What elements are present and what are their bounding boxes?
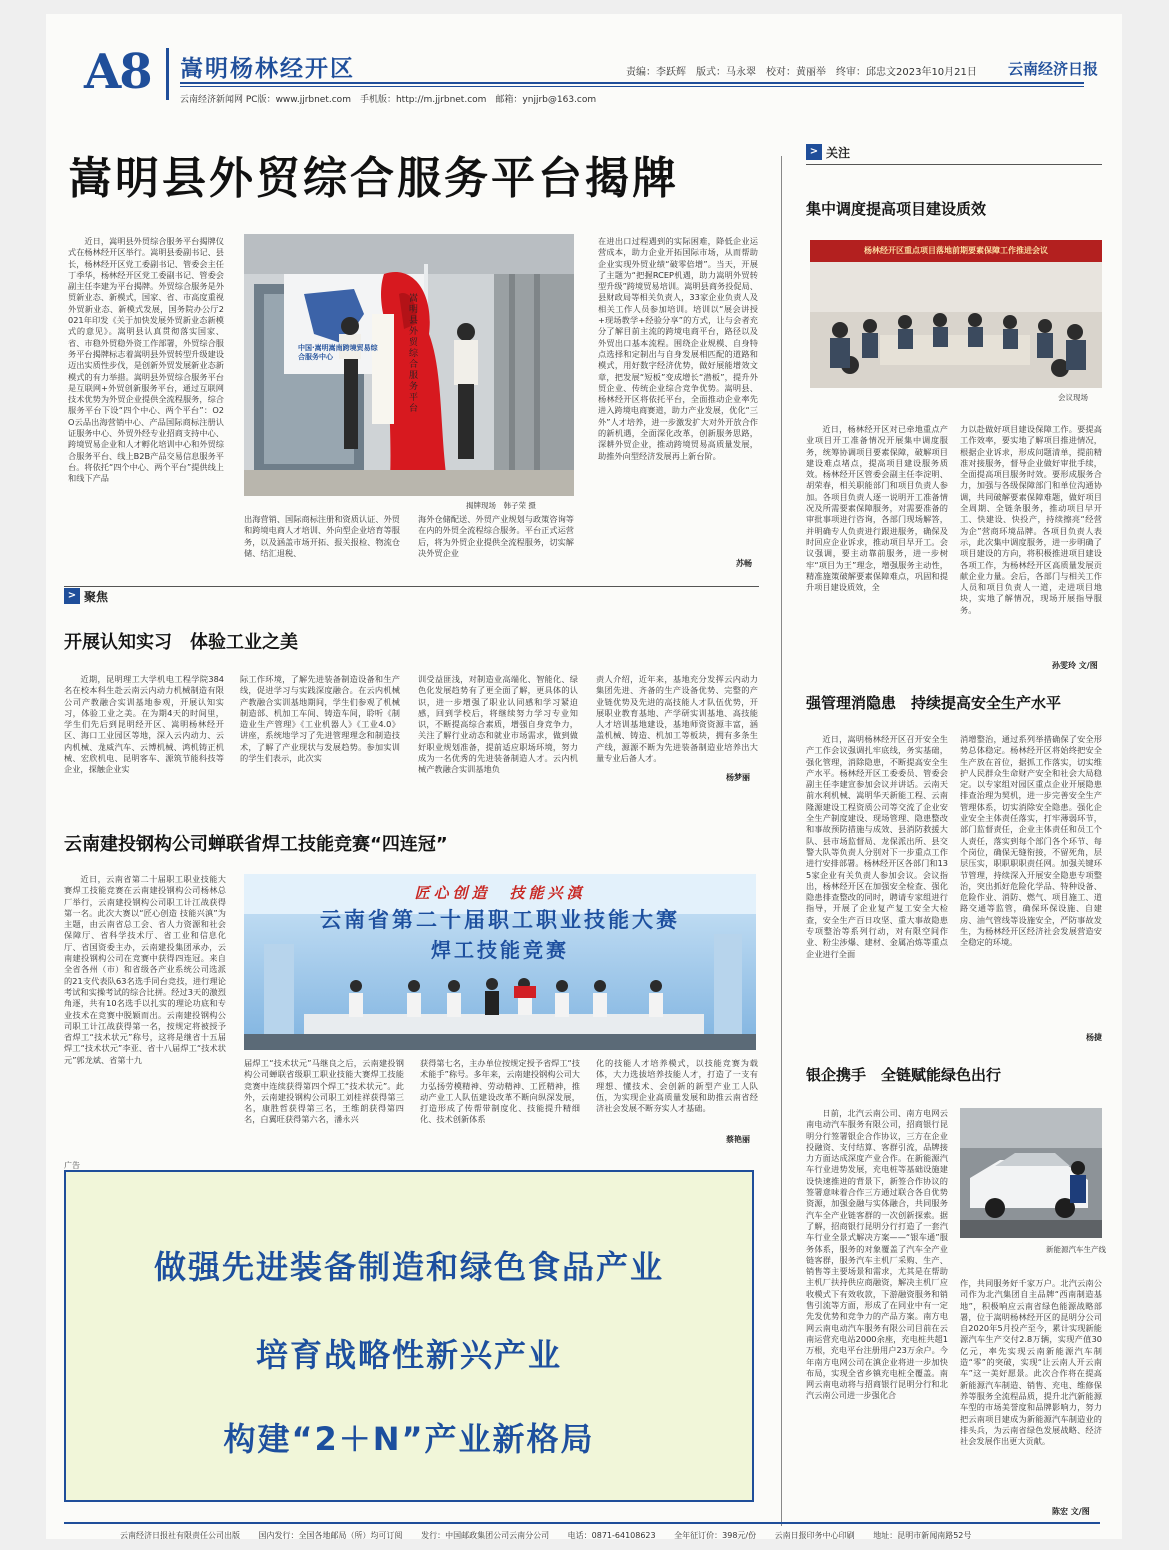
attention-tag: > 关注 (806, 144, 850, 162)
lead-col-2: 出海营销、国际商标注册和资质认证、外贸和跨境电商人才培训、外向型企业培育等服务，以及涵盖市场开拓、报关报检、物流仓储、结汇退税、 (244, 514, 400, 558)
issue-date: 2023年10月21日 (896, 67, 977, 78)
footer-publisher: 云南经济日报社有限责任公司出版 (120, 1531, 240, 1540)
att-story1-headline: 集中调度提高项目建设质效 (806, 200, 987, 218)
meeting-photo (810, 240, 1102, 388)
lead-photo (244, 234, 574, 496)
website-line: 云南经济新闻网 PC版：www.jjrbnet.com 手机版：http://m.jjrbnet.com 邮箱：ynjjrb@163.com (180, 95, 597, 105)
story1-headline: 开展认知实习 体验工业之美 (64, 632, 298, 653)
att-story3-headline: 银企携手 全链赋能绿色出行 (806, 1066, 1002, 1084)
att-story2-byline: 杨捷 (1086, 1033, 1102, 1042)
newspaper-name: 云南经济日报 (1008, 60, 1099, 78)
section-name: 嵩明杨林经开区 (180, 56, 355, 82)
meeting-banner-text: 杨林经开区重点项目落地前期要素保障工作推进会议 (864, 246, 1048, 255)
banner-slogan: 匠心创造 技能兴滇 (414, 884, 586, 902)
attention-rule (806, 164, 1102, 165)
att-story1-byline: 孙雯玲 文/图 (1052, 661, 1098, 670)
lead-col-3: 海外仓储配送、外贸产业规划与政策咨询等在内的外贸全流程综合服务。平台正式运营后，将为外贸企业提供全流程服务，切实解决外贸企业 (418, 514, 574, 558)
arrow-icon: > (806, 144, 822, 160)
page-number: A8 (84, 44, 151, 100)
story1-col-4: 责人介绍，近年来，基地充分发挥云内动力集团先进、齐备的生产设备优势、完整的产业链优势及先进的高技能人才队伍优势，开展职业教育基地、产学研实训基地、高技能人才培训基地建设，基地师资资源丰富，涵盖机械、铸造、机加工等板块，拥有多条生产线，源源不断为先进装备制造业培养出大量专业后备人才。 (596, 674, 758, 764)
masthead-divider (166, 48, 169, 100)
footer-distribution: 国内发行：全国各地邮局（所）均可订阅 (258, 1531, 403, 1540)
footer-printer: 云南日报印务中心印刷 (774, 1531, 855, 1540)
att-story3-col-1: 日前，北汽云南公司、南方电网云南电动汽车服务有限公司，招商银行昆明分行签署银企合作协议，三方在企业投融资、支付结算、客群引流，品牌接力方面达成深度产业合作。在新能源汽车行业进势发展，充电桩等基础设施建设快速推进的背景下，新签合作协议的签署意味着合作三方通过联合各自优势资源，加强金融与实体融合，共同服务汽车全产业链客群的一次创新探索。据了解，招商银行昆明分行打造了一套汽车行业全景式解决方案——“银车通”服务体系，服务的对象覆盖了汽车全产业链客群，服务汽车主机厂采购、生产、销售等主要场景和需求，尤其是在帮助主机厂扶持供应商融资，解决主机厂应收模式下有效收款，下游融资服务和销售引流等方面，形成了在同业中有一定先发优势和竞争力的产品方案。南方电网云南电动汽车服务有限公司目前在云南运营充电站2000余座，充电桩共超1万根，充电平台注册用户23万余户。今年南方电网公司在滇企业将进一步加快布局，实现全省乡镇充电桩全覆盖。南网云南电动将与招商银行昆明分行和北汽云南公司进一步强化合 (806, 1108, 948, 1401)
lead-photo-caption: 揭牌现场 韩子荣 摄 (466, 501, 536, 510)
ev-production-scene (960, 1108, 1102, 1238)
att-story1-col-1: 近日，杨林经开区对已牵地重点产业项目开工准备情况开展集中调度服务，统筹协调项目要素保障，破解项目建设难点堵点，提高项目建设服务质效。杨林经开区管委会副主任李淀明、胡荣春，相关职能部门和项目负责人参加。各项目负责人逐一说明开工准备情况及所需要素保障服务，对需要准备的审批事项进行咨询，各部门现场解答，并明确专人负责进行跟进服务，确保及时回应企业诉求，推动项目早开工。会议强调，要主动靠前服务，进一步树牢“项目为王”理念，增强服务主动性，精准施策破解要素保障难点，巩固和提升项目建设质效，全 (806, 424, 948, 593)
footer-address: 地址：昆明市新闻南路52号 (873, 1531, 972, 1540)
footer-phone: 电话：0871-64108623 (567, 1531, 656, 1540)
story2-col-3: 获得第七名，主办单位按规定授予省焊工“技术能手”称号。多年来，云南建投钢构公司大力弘扬劳模精神、劳动精神、工匠精神，推动产业工人队伍建设改革不断向纵深发展，打造形成了传帮带制度化、技能提升精细化、技术创新体系 (420, 1058, 580, 1125)
editor-credits: 责编：李跃辉 版式：马永翠 校对：黄丽举 终审：邱忠文 (626, 67, 896, 78)
ad-line-2: 培育战略性新兴产业 (255, 1336, 562, 1374)
lead-headline: 嵩明县外贸综合服务平台揭牌 (68, 153, 679, 204)
meeting-scene (810, 240, 1102, 388)
lead-col-1: 近日，嵩明县外贸综合服务平台揭牌仪式在杨林经开区举行。嵩明县委副书记、县长，杨林经开区党工委副书记、管委会主任丁季华，杨林经开区党工委副书记、管委会副主任李建为平台揭牌。外贸综合服务是外贸新业态、新模式，国家、省、市高度重视外贸新业态、新模式发展，国务院办公厅2021年印发《关于加快发展外贸新业态新模式的意见》。嵩明县认真贯彻落实国家、省、市稳外贸稳外资工作部署，外贸综合服务平台揭牌标志着嵩明县外贸转型升级建设迈出实质性步伐，是创新外贸发展新业态新模式的有力举措。嵩明县外贸综合服务平台是互联网+外贸创新服务平台，通过互联网技术优势为外贸企业提供全流程服务，综合服务平台下设“四个中心、两个平台”：O2O云品出海营销中心、产品国际商标注册认证服务中心、外贸外经专业招商支持中心、跨境贸易企业和人才孵化培训中心和外贸综合服务平台、线上B2B产品交易信息服务平台。将依托“四个中心、两个平台”提供线上和线下产品 (68, 236, 224, 484)
story2-col-2: 届焊工“技术状元”马继良之后，云南建投钢构公司蝉联省级职工职业技能大赛焊工技能竞赛中连续获得第四个焊工“技术状元”。此外，云南建投钢构公司职工刘桂祥获得第三名，康胜哲获得第三名，王维朗获得第四名，白翼旺获得第六名，潘永兴 (244, 1058, 404, 1125)
story2-headline: 云南建投钢构公司蝉联省焊工技能竞赛“四连冠” (64, 834, 448, 855)
car-photo (960, 1108, 1102, 1238)
att-story2-headline: 强管理消隐患 持续提高安全生产水平 (806, 694, 1062, 712)
contest-photo (244, 874, 756, 1050)
att-story2-col-1: 近日，嵩明杨林经开区召开安全生产工作会议强调扎牢底线，务实基础，强化管理，消除隐患，不断提高安全生产水平。杨林经开区工委委员、管委会副主任李建宣参加会议并讲话。云南天前水利机械、嵩明华天新能工程、云南隆源建设工程资质公司等交流了企业安全生产制度建设、现场管理、隐患整改和事故预防措施与成效、县消防救援大队、县市场监督局、龙保派出所、县交警大队等负责人分别对下一步重点工作进行安排部署。杨林经开区各部门和135家企业有关负责人参加会议。会议指出，杨林经开区在加强安全检查、强化隐患排查整改的同时，聘请专家组进行指导，开展了企业复产复工安全大检查，安全生产百日攻坚、重大事故隐患专项整治等系列行动，对有限空间作业、粉尘涉爆、建材、金属冶炼等重点企业进行全面 (806, 734, 948, 959)
banner-line-2: 焊工技能竞赛 (431, 938, 569, 962)
car-caption: 新能源汽车生产线 (1046, 1245, 1106, 1254)
focus-rule (64, 586, 759, 587)
story2-byline: 蔡艳丽 (726, 1135, 750, 1144)
ad-line-3: 构建“2＋N”产业新格局 (223, 1420, 595, 1458)
advertisement (64, 1170, 754, 1502)
plaque-text: 嵩明县外贸综合服务平台 (409, 294, 419, 414)
footer-rule (64, 1522, 1100, 1524)
att-story2-col-2: 消增整治，通过系列举措确保了安全形势总体稳定。杨林经开区将始终把安全生产放在首位，据抓工作落实，切实维护人民群众生命财产安全和社会大局稳定。以专家组对园区重点企业开展隐患排查治理为契机，进一步完善安全生产管理体系，切实消除安全隐患。强化企业安全主体责任落实，打牢薄弱环节，部门监督责任，企业主体责任和员工个人责任，落实到每个部门各个环节、每个岗位，确保无缝衔接，不留死角，层层压实，职职职职责任网。加强关键环节管理，持续深入开展安全隐患专项整治，突出抓好危险化学品、特种设备、危险作业、消防、燃气、项目施工、道路交通等监管，确保环保设施、自建房、油气管线等设施安全，严防事故发生，为杨林经开区经济社会发展营造安全稳定的环境。 (960, 734, 1102, 948)
story2-col-4: 化的技能人才培养模式，以技能竞赛为载体，大力选拔培养技能人才，打造了一支有理想、懂技术、会创新的新型产业工人队伍，为实现企业高质量发展和助推云南省经济社会发展不断夯实人才基础。 (596, 1058, 758, 1114)
meeting-caption: 会议现场 (1058, 393, 1088, 402)
column-divider (781, 156, 782, 1526)
masthead-rule-thin (180, 86, 1084, 87)
lead-byline: 苏畅 (736, 559, 752, 568)
att-story1-col-2: 力以赴做好项目建设保障工作。要提高工作效率，要实地了解项目推进情况，根据企业诉求，形成问题清单，提前精准对接服务，督导企业做好审批手续，全面提高项目服务时效。要形成服务合力，加强与各级保障部门和单位沟通协调，共同破解要素保障难题，做好项目全周期、全链条服务，推动项目早开工、快建设、快投产，持续擦亮“经营为企”营商环境品牌。各项目负责人表示，此次集中调度服务，进一步明确了项目建设的方向，将积极推进项目建设各项工作，为杨林经开区高质量发展贡献企业力量。会后，各部门与相关工作人员和项目负责人一道，走进项目地块，实地了解情况，现场开展指导服务。 (960, 424, 1102, 615)
story2-col-1: 近日，云南省第二十届职工职业技能大赛焊工技能竞赛在云南建投钢构公司杨林总厂举行，云南建投钢构公司职工计江战获得第一名。此次大赛以“匠心创造 技能兴滇”为主题，由云南省总工会、省人力资源和社会保障厅、省科学技术厅、省工业和信息化厅、省国资委主办，云南建投集团承办，云南建投钢构公司在竞赛中获得四连冠。来自全省各州（市）和省级各产业系统公司选派的21支代表队63名选手同台竞技，进行理论考试和实操考试的综合比拼。经过3天的激烈角逐，共有10名选手以扎实的理论功底和专业技术在竞赛中脱颖而出。云南建投钢构公司职工计江战获得第一名，按规定将被授予省焊工“技术状元”称号，这将是继省十五届焊工“技术状元”李亚、省十八届焊工“技术状元”郭龙斌、省第十九 (64, 874, 226, 1065)
lead-col-4: 在进出口过程遇到的实际困难，降低企业运营成本，助力企业开拓国际市场，从而帮助企业实现外贸业绩“破零倍增”。当天，开展了主题为“把握RCEP机遇，助力嵩明外贸转型升级”跨境贸易培训。嵩明县商务投促局、县财政局等相关负责人，33家企业负责人及相关工作人员参加培训。培训以“展会讲授+现场教学+经验分享”的方式，让与会者充分了解目前主流的跨境电商平台，路径以及外贸出口基本流程。围绕企业规模、自身特点选择和定制出与自身发展相匹配的道路和模式，用好数字经济优势，做好展能增效文章，把发展“短板”变成增长“潜板”，提升外贸企业、传统企业综合竞争优势。嵩明县、杨林经开区将依托平台，全面推动企业率先进入跨境电商赛道，助力产业发展，优化“三外”人才培养，进一步激发扩大对外开放合作的新机遇，全面深化改革，创新服务思路，深耕外贸企业，推动跨境贸易高质量发展，助推外向型经济发展再上新台阶。 (598, 236, 758, 461)
ad-label: 广告 (64, 1161, 80, 1170)
story1-byline: 杨梦丽 (726, 773, 750, 782)
footer-issuer: 发行：中国邮政集团公司云南分公司 (421, 1531, 550, 1540)
newspaper-page (46, 14, 1122, 1539)
masthead-rule (180, 82, 1084, 84)
story1-col-3: 训受益匪浅，对制造业高端化、智能化、绿色化发展趋势有了更全面了解，更具体的认识，进一步增强了职业认同感和学习紧迫感，回到学校后，将继续努力学习专业知识，不断提高综合素质，增强自身竞争力，关注了解行业动态和就业市场需求，做到做好职业规划准备，提前适应职场环境，努力成为一名优秀的先进装备制造人才。云内机械产教融合实训基地负 (418, 674, 578, 775)
story1-col-1: 近期，昆明理工大学机电工程学院384名在校本科生赴云南云内动力机械制造有限公司产教融合实训基地参观，开展认知实习，体验工业之美。在为期4天的时间里，学生们先后到昆明经开区、嵩明杨林经开区、海口工业园区等地，深入云内动力、云内机械、尨威汽车、云博机械、鸿机铸正机械、宏欣机电、昆明客车、源筑节能科技等企业，探触企业实 (64, 674, 224, 775)
focus-tag: > 聚焦 (64, 588, 108, 606)
ad-line-1: 做强先进装备制造和绿色食品产业 (153, 1248, 664, 1286)
story1-col-2: 际工作环境，了解先进装备制造设备和生产线，促进学习与实践深度融合。在云内机械产教融合实训基地期间，学生们参观了机械制造部、机加工车间、铸造车间，聆听《制造业生产管理》《工业机器人》《工业4.0》讲座，系统地学习了先进管理理念和制造技术，了解了产业现状与发展趋势。参加实训的学生们表示，此次实 (240, 674, 400, 764)
banner-line-1: 云南省第二十届职工职业技能大赛 (320, 908, 680, 932)
att-story3-col-2: 作，共同服务好千家万户。北汽云南公司作为北汽集团自主品牌“西南制造基地”，积极响应云南省绿色能源战略部署，位于嵩明杨林经开区的昆明分公司自2020年5月投产至今，累计实现新能源汽车生产交付2.8万辆，实现产值30亿元，率先实现云南新能源汽车制造“零”的突破，实现“让云南人开云南车”这一美好愿景。此次合作将在提高新能源汽车制造、销售、充电、维修保养等服务全流程品质，提升北汽新能源车型的市场美誉度和品牌影响力，努力把云南项目建成为新能源汽车制造业的排头兵，为云南省绿色发展战略、经济社会发展作出更大贡献。 (960, 1278, 1102, 1447)
footer (120, 1530, 971, 1541)
att-story3-byline: 陈宏 文/图 (1052, 1507, 1090, 1516)
footer-price: 全年征订价：398元/份 (674, 1531, 757, 1540)
arrow-icon: > (64, 588, 80, 604)
sign-text: 中国·嵩明嵩南跨境贸易综合服务中心 (298, 344, 378, 361)
